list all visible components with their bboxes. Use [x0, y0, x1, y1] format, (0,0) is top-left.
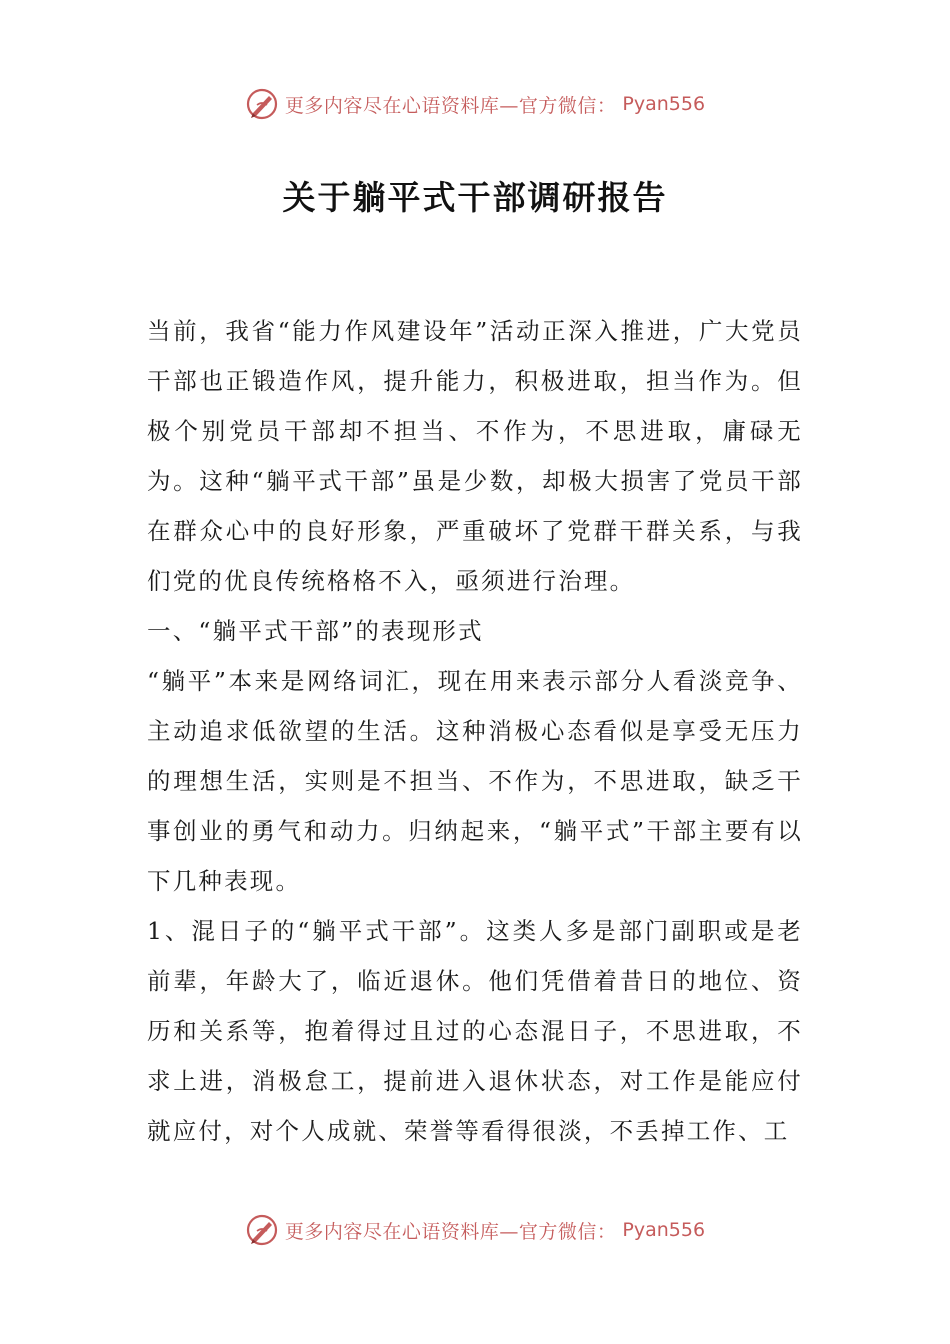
pen-logo-icon — [245, 87, 279, 121]
body-paragraph: 1、混日子的“躺平式干部”。这类人多是部门副职或是老前辈，年龄大了，临近退休。他们凭借着昔日的地位、资历和关系等，抱着得过且过的心态混日子，不思进取，不求上进，消极怠工，提前进入退休状态，对工作是能应付就应付，对个人成就、荣誉等看得很淡，不丢掉工作、工 — [147, 917, 803, 1145]
header-watermark-banner — [0, 84, 950, 124]
footer-watermark-banner — [0, 1210, 950, 1250]
pen-logo-icon — [245, 1213, 279, 1247]
banner-wechat-id: Pyan556 — [622, 1219, 706, 1241]
document-body — [147, 306, 803, 1156]
banner-text: 更多内容尽在心语资料库—官方微信： — [284, 1220, 617, 1243]
body-paragraph: “躺平”本来是网络词汇，现在用来表示部分人看淡竞争、主动追求低欲望的生活。这种消极心态看似是享受无压力的理想生活，实则是不担当、不作为，不思进取，缺乏干事创业的勇气和动力。归纳起来，“躺平式”干部主要有以下几种表现。 — [147, 667, 803, 895]
banner-text: 更多内容尽在心语资料库—官方微信： — [284, 94, 617, 117]
document-title: 关于躺平式干部调研报告 — [282, 178, 668, 217]
body-paragraph: 当前，我省“能力作风建设年”活动正深入推进，广大党员干部也正锻造作风，提升能力，积极进取，担当作为。但极个别党员干部却不担当、不作为，不思进取，庸碌无为。这种“躺平式干部”虽是少数，却极大损害了党员干部在群众心中的良好形象，严重破坏了党群干群关系，与我们党的优良传统格格不入，亟须进行治理。 — [147, 317, 803, 595]
section-heading: 一、“躺平式干部”的表现形式 — [147, 617, 484, 645]
banner-wechat-id: Pyan556 — [622, 93, 706, 115]
